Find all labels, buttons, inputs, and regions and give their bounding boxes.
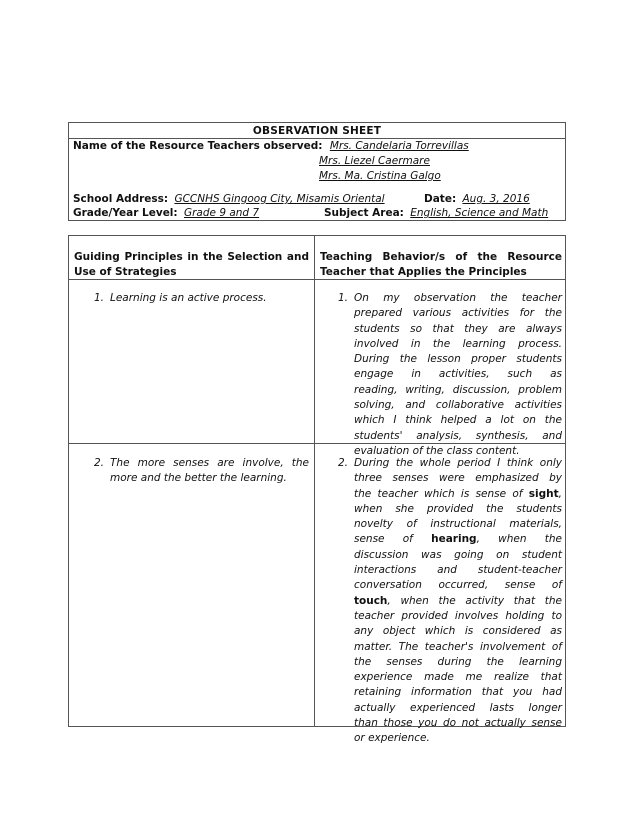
teacher-name-1: Mrs. Candelaria Torrevillas bbox=[329, 140, 469, 152]
col1-header bbox=[74, 250, 309, 280]
behavior-line: On my observation the teacher bbox=[354, 292, 562, 304]
behavior-line: three senses were emphasized by bbox=[354, 472, 562, 485]
col2-header bbox=[320, 250, 562, 280]
behavior-line: students so that they are always bbox=[354, 322, 562, 335]
behavior-line: prepared various activities for the bbox=[354, 307, 562, 320]
principle-line: Learning is an active process. bbox=[110, 292, 267, 304]
behavior-line: sense of hearing, when the bbox=[354, 533, 562, 546]
col1-header-line: Guiding Principles in the Selection and bbox=[74, 251, 309, 263]
principle-number: 2. bbox=[94, 457, 105, 469]
address-line bbox=[73, 193, 385, 205]
behavior-line: During the lesson proper students bbox=[354, 353, 562, 366]
principle-2 bbox=[94, 456, 309, 491]
behavior-line: the teacher which is sense of sight, bbox=[354, 487, 562, 500]
behavior-line: conversation occurred, sense of bbox=[354, 579, 562, 592]
behavior-line: experience made me realize that bbox=[354, 671, 562, 684]
behavior-line: retaining information that you had bbox=[354, 686, 562, 699]
behavior-text bbox=[354, 456, 562, 747]
principle-line: more and the better the learning. bbox=[110, 472, 287, 485]
behavior-line: than those you do not actually sense bbox=[354, 717, 562, 730]
col2-header-line: Teaching Behavior/s of the Resource bbox=[320, 251, 562, 263]
subject-value: English, Science and Math bbox=[410, 207, 549, 219]
behavior-line: which I think helped a lot on the bbox=[354, 414, 562, 427]
principle-number: 1. bbox=[94, 292, 105, 304]
behavior-line: when she provided the students bbox=[354, 502, 562, 515]
behavior-line: touch, when the activity that the bbox=[354, 594, 562, 607]
teachers-line-2 bbox=[319, 155, 430, 167]
behavior-number: 2. bbox=[338, 457, 349, 469]
behavior-line: involved in the learning process. bbox=[354, 337, 562, 350]
behavior-line: students' analysis, synthesis, and bbox=[354, 429, 562, 442]
teacher-name-3: Mrs. Ma. Cristina Galgo bbox=[319, 170, 441, 182]
emphasized-sense: touch bbox=[354, 594, 388, 607]
principle-line: The more senses are involve, the bbox=[110, 457, 309, 469]
header-divider bbox=[69, 138, 565, 139]
behavior-line: reading, writing, discussion, problem bbox=[354, 383, 562, 396]
behavior-line: evaluation of the class content. bbox=[354, 444, 520, 457]
date-value: Aug. 3, 2016 bbox=[462, 193, 530, 205]
behavior-line: or experience. bbox=[354, 732, 430, 745]
teacher-name-2: Mrs. Liezel Caermare bbox=[319, 155, 430, 167]
address-label: School Address: bbox=[73, 193, 169, 205]
sheet-title: OBSERVATION SHEET bbox=[252, 125, 382, 137]
behavior-2 bbox=[338, 456, 562, 745]
behavior-line: interactions and student-teacher bbox=[354, 564, 562, 577]
emphasized-sense: hearing bbox=[431, 533, 477, 546]
behavior-line: solving, and collaborative activities bbox=[354, 399, 562, 412]
behavior-line: novelty of instructional materials, bbox=[354, 518, 562, 531]
behavior-line: discussion was going on student bbox=[354, 548, 562, 561]
teachers-line bbox=[73, 140, 469, 152]
subject-label: Subject Area: bbox=[324, 207, 404, 219]
principles-table bbox=[68, 235, 566, 745]
teachers-label: Name of the Resource Teachers observed: bbox=[73, 140, 323, 152]
behavior-line: any object which is considered as bbox=[354, 625, 562, 638]
behavior-text bbox=[354, 291, 562, 459]
emphasized-sense: sight bbox=[528, 487, 559, 500]
behavior-line: actually experienced lasts longer bbox=[354, 701, 562, 714]
address-value: GCCNHS Gingoog City, Misamis Oriental bbox=[174, 193, 385, 205]
behavior-line: engage in activities, such as bbox=[354, 368, 562, 381]
behavior-number: 1. bbox=[338, 292, 349, 304]
behavior-line: matter. The teacher's involvement of bbox=[354, 640, 562, 653]
date-line bbox=[424, 193, 530, 205]
principle-1 bbox=[94, 291, 309, 311]
date-label: Date: bbox=[424, 193, 457, 205]
grade-label: Grade/Year Level: bbox=[73, 207, 178, 219]
grade-line bbox=[73, 207, 259, 219]
column-divider bbox=[314, 236, 315, 726]
behavior-line: During the whole period I think only bbox=[354, 457, 562, 469]
subject-line bbox=[324, 207, 548, 219]
grade-value: Grade 9 and 7 bbox=[183, 207, 260, 219]
behavior-line: the senses during the learning bbox=[354, 655, 562, 668]
observation-header bbox=[68, 122, 566, 221]
col1-header-line: Use of Strategies bbox=[74, 266, 177, 278]
behavior-line: teacher provided involves holding to bbox=[354, 609, 562, 622]
teachers-line-3 bbox=[319, 170, 441, 182]
behavior-1 bbox=[338, 291, 562, 461]
col2-header-line: Teacher that Applies the Principles bbox=[320, 266, 527, 278]
